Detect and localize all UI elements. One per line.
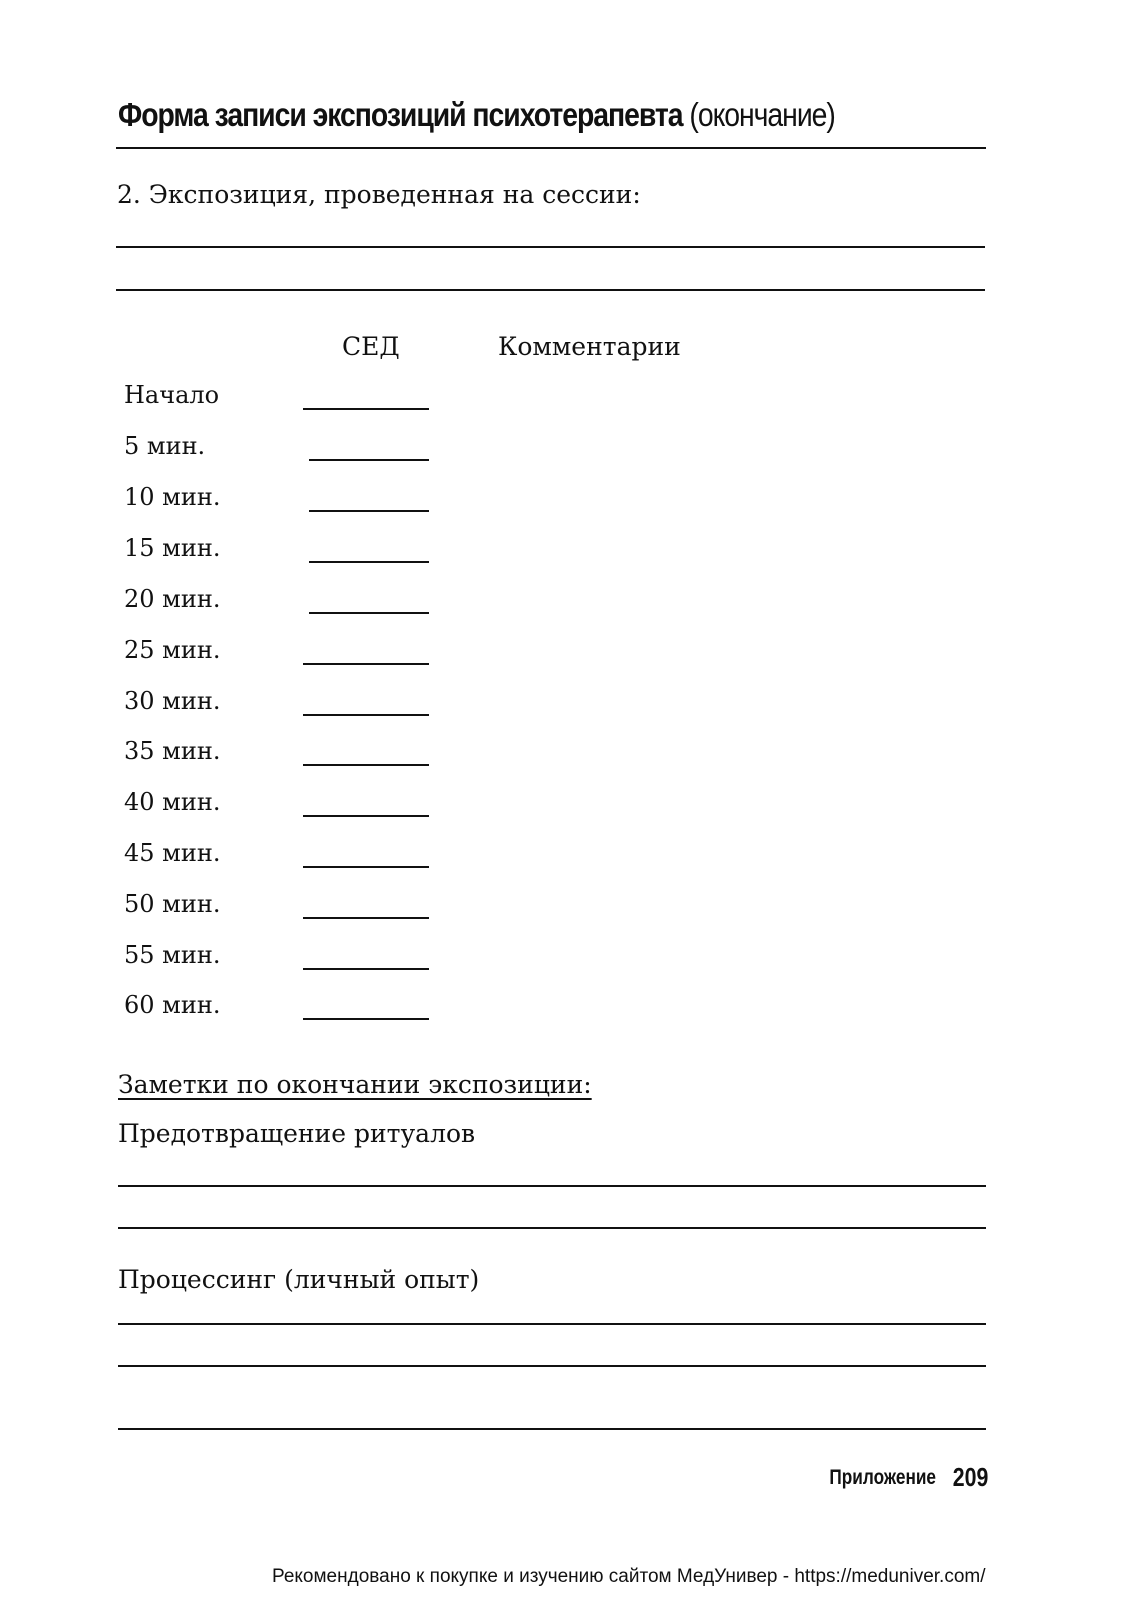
sud-column-header: СЕД <box>342 332 400 361</box>
row-label: 30 мин. <box>124 687 221 715</box>
sud-blank[interactable] <box>303 714 429 716</box>
page-title <box>118 96 835 134</box>
sud-blank[interactable] <box>303 663 429 665</box>
row-label: 50 мин. <box>124 890 221 918</box>
comments-column-header: Комментарии <box>498 332 681 361</box>
row-label: 35 мин. <box>124 737 221 765</box>
sud-blank[interactable] <box>309 459 429 461</box>
row-label: 40 мин. <box>124 788 221 816</box>
watermark-text: Рекомендовано к покупке и изучению сайтом МедУнивер - https://meduniver.com/ <box>272 1566 986 1587</box>
exposure-label: 2. Экспозиция, проведенная на сессии: <box>117 180 641 209</box>
row-label: 60 мин. <box>124 991 221 1019</box>
ritual-prevention-label: Предотвращение ритуалов <box>118 1119 476 1148</box>
notes-heading: Заметки по окончании экспозиции: <box>118 1070 592 1099</box>
title-rule <box>116 147 986 149</box>
page-title-suffix: (окончание) <box>682 96 835 133</box>
footer-section-name: Приложение <box>829 1466 936 1489</box>
row-label: 20 мин. <box>124 585 221 613</box>
footer-rule <box>118 1428 986 1430</box>
sud-blank[interactable] <box>309 561 429 563</box>
row-label: 10 мин. <box>124 483 221 511</box>
sud-blank[interactable] <box>309 612 429 614</box>
sud-blank[interactable] <box>309 510 429 512</box>
processing-line-1[interactable] <box>118 1323 986 1325</box>
row-label: 45 мин. <box>124 839 221 867</box>
ritual-prevention-line-2[interactable] <box>118 1227 986 1229</box>
processing-label: Процессинг (личный опыт) <box>118 1265 480 1294</box>
sud-blank[interactable] <box>303 968 429 970</box>
sud-blank[interactable] <box>303 815 429 817</box>
sud-blank[interactable] <box>303 408 429 410</box>
exposure-line-1[interactable] <box>116 246 985 248</box>
row-label: 55 мин. <box>124 941 221 969</box>
page-title-main: Форма записи экспозиций психотерапевта <box>118 96 683 133</box>
sud-blank[interactable] <box>303 866 429 868</box>
page-number: 209 <box>952 1462 988 1492</box>
sud-blank[interactable] <box>303 917 429 919</box>
exposure-line-2[interactable] <box>116 289 985 291</box>
processing-line-2[interactable] <box>118 1365 986 1367</box>
row-label: Начало <box>124 381 220 409</box>
row-label: 5 мин. <box>124 432 206 460</box>
ritual-prevention-line-1[interactable] <box>118 1185 986 1187</box>
sud-blank[interactable] <box>303 764 429 766</box>
sud-blank[interactable] <box>303 1018 429 1020</box>
row-label: 15 мин. <box>124 534 221 562</box>
row-label: 25 мин. <box>124 636 221 664</box>
